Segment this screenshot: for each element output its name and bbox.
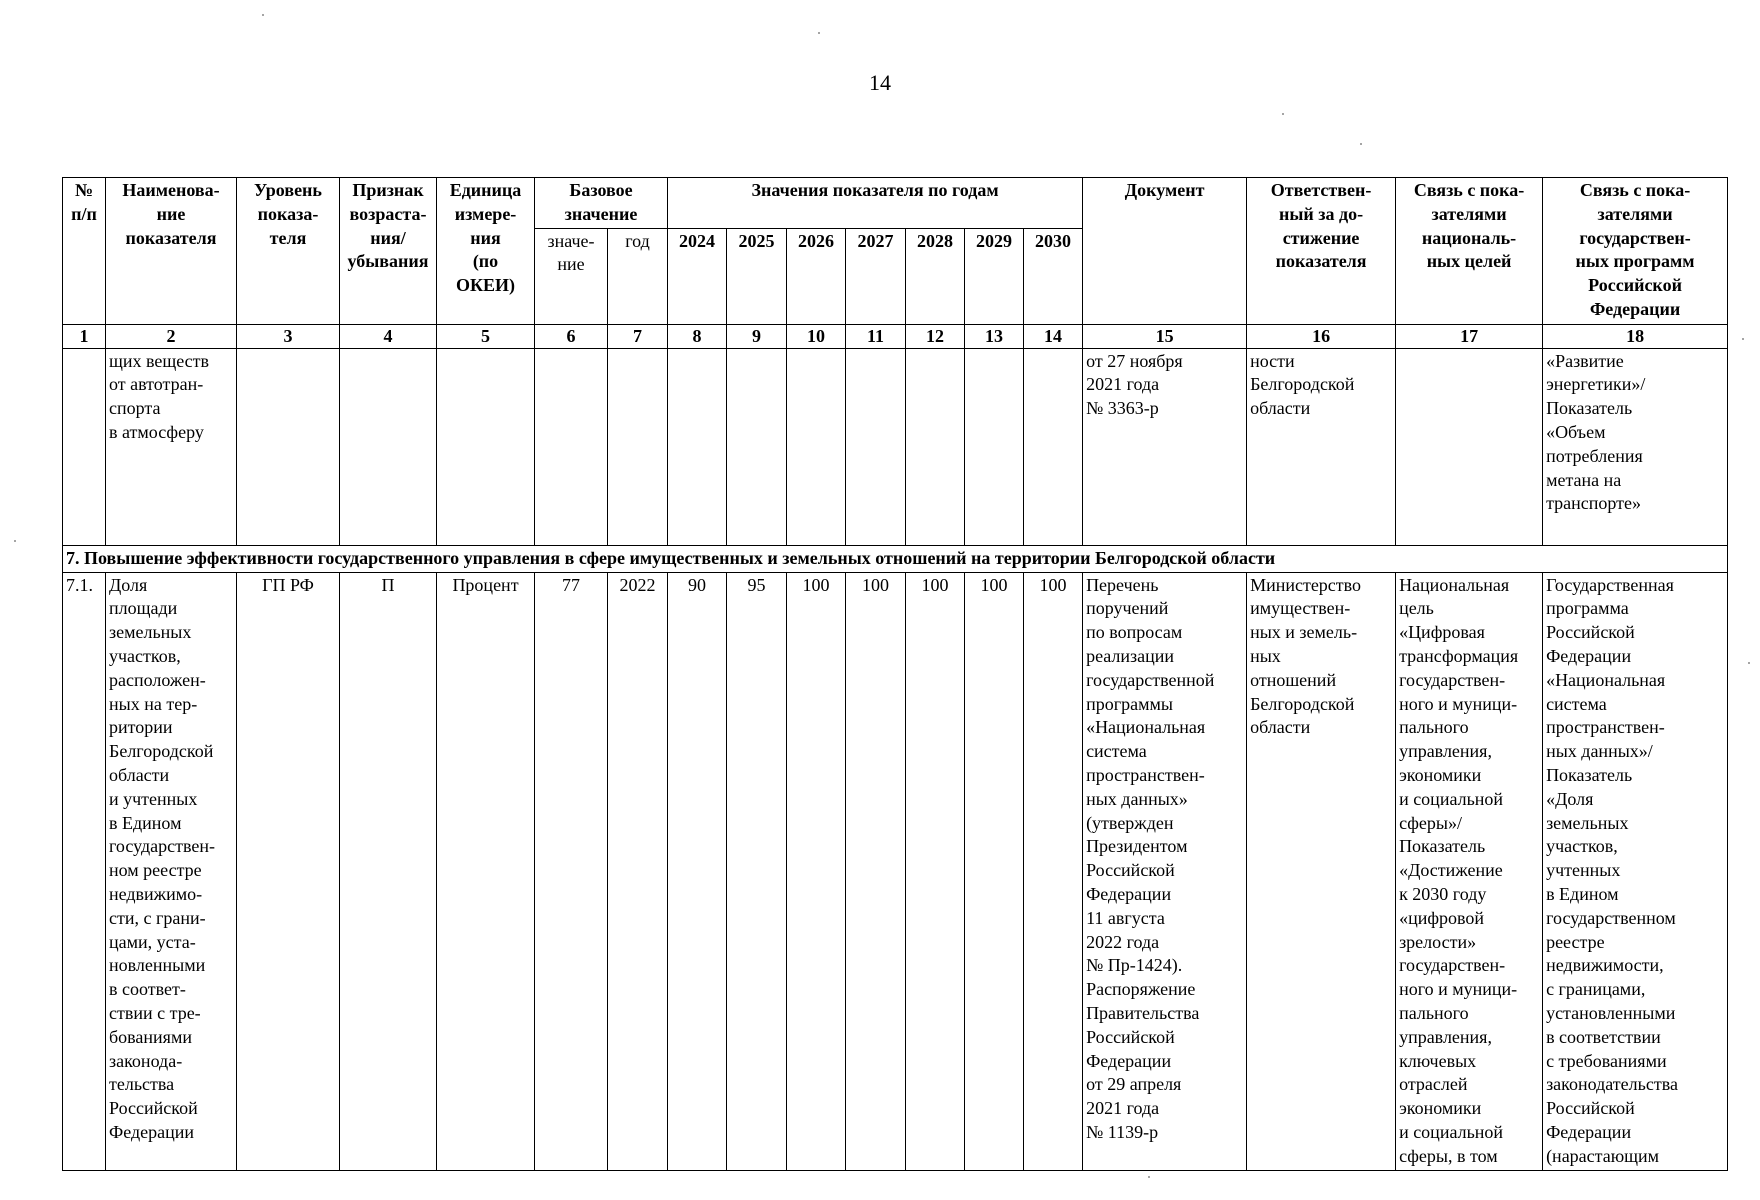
header-responsible: Ответствен- ный за до- стижение показателя bbox=[1247, 178, 1396, 325]
scan-speck bbox=[262, 14, 264, 16]
indicator-name-cell: Доля площади земельных участков, расположен- ных на тер- ритории Белгородской области и учтенных в Едином государствен- ном реестре недвижимо- сти, с грани- цами, уста- новленными в соответ- ствии с тре- бованиями законода- тельства Российской Федерации bbox=[106, 572, 237, 1170]
unit-cell: Процент bbox=[437, 572, 535, 1170]
value-2025-cell: 95 bbox=[727, 572, 787, 1170]
column-number: 17 bbox=[1396, 324, 1543, 348]
column-number: 13 bbox=[965, 324, 1024, 348]
base-value-cell: 77 bbox=[535, 572, 608, 1170]
gov-program-link-cell: «Развитие энергетики»/ Показатель «Объем потребления метана на транспорте» bbox=[1543, 348, 1728, 545]
header-national-goals-link: Связь с пока- зателями националь- ных целей bbox=[1396, 178, 1543, 325]
trend-sign-cell: П bbox=[340, 572, 437, 1170]
column-number: 18 bbox=[1543, 324, 1728, 348]
row-number-cell: 7.1. bbox=[63, 572, 106, 1170]
document-cell: Перечень поручений по вопросам реализации государственной программы «Национальная система пространствен- ных данных» (утвержден Президентом Российской Федерации 11 августа 2022 года № Пр-1424). Распоряжение Правительства Российской Федерации от 29 апреля 2021 года № 1139-р bbox=[1083, 572, 1247, 1170]
column-number: 4 bbox=[340, 324, 437, 348]
indicators-table bbox=[62, 177, 1728, 1171]
header-indicator-level: Уровень показа- теля bbox=[237, 178, 340, 325]
header-year-2024: 2024 bbox=[668, 228, 727, 324]
column-number: 6 bbox=[535, 324, 608, 348]
column-number: 2 bbox=[106, 324, 237, 348]
column-number: 10 bbox=[787, 324, 846, 348]
column-number: 5 bbox=[437, 324, 535, 348]
column-number: 3 bbox=[237, 324, 340, 348]
scan-speck bbox=[1748, 662, 1750, 664]
column-number: 12 bbox=[906, 324, 965, 348]
scan-speck bbox=[1282, 113, 1284, 115]
responsible-cell: ности Белгородской области bbox=[1247, 348, 1396, 545]
header-base-value: значе- ние bbox=[535, 228, 608, 324]
scan-speck bbox=[1360, 143, 1362, 145]
header-year-2028: 2028 bbox=[906, 228, 965, 324]
value-2029-cell: 100 bbox=[965, 572, 1024, 1170]
document-cell: от 27 ноября 2021 года № 3363-р bbox=[1083, 348, 1247, 545]
header-base-value-group: Базовое значение bbox=[535, 178, 668, 229]
header-years-group: Значения показателя по годам bbox=[668, 178, 1083, 229]
base-year-cell: 2022 bbox=[608, 572, 668, 1170]
scan-speck bbox=[14, 540, 16, 542]
page-number: 14 bbox=[869, 70, 891, 95]
header-year-2025: 2025 bbox=[727, 228, 787, 324]
table-row-continued bbox=[63, 348, 1728, 545]
header-year-2030: 2030 bbox=[1024, 228, 1083, 324]
value-2027-cell: 100 bbox=[846, 572, 906, 1170]
table-row-7-1 bbox=[63, 572, 1728, 1170]
header-number: № п/п bbox=[63, 178, 106, 325]
column-number: 8 bbox=[668, 324, 727, 348]
column-number: 9 bbox=[727, 324, 787, 348]
column-number: 11 bbox=[846, 324, 906, 348]
section-header-row bbox=[63, 545, 1728, 572]
value-2028-cell: 100 bbox=[906, 572, 965, 1170]
column-numbers-row bbox=[63, 324, 1728, 348]
header-unit: Единица измере- ния (по ОКЕИ) bbox=[437, 178, 535, 325]
header-indicator-name: Наименова- ние показателя bbox=[106, 178, 237, 325]
header-year-2026: 2026 bbox=[787, 228, 846, 324]
value-2026-cell: 100 bbox=[787, 572, 846, 1170]
scan-speck bbox=[1148, 1176, 1150, 1178]
column-number: 14 bbox=[1024, 324, 1083, 348]
value-2030-cell: 100 bbox=[1024, 572, 1083, 1170]
header-document: Документ bbox=[1083, 178, 1247, 325]
column-number: 7 bbox=[608, 324, 668, 348]
scan-speck bbox=[818, 32, 820, 34]
gov-program-link-cell: Государственная программа Российской Федерации «Национальная система пространствен- ных данных»/ Показатель «Доля земельных участков, учтенных в Едином государственном реестре недвижимости, с границами, установленными в соответствии с требованиями законодательства Российской Федерации (нарастающим bbox=[1543, 572, 1728, 1170]
header-year-2027: 2027 bbox=[846, 228, 906, 324]
scan-speck bbox=[1742, 338, 1744, 340]
indicator-level-cell: ГП РФ bbox=[237, 572, 340, 1170]
header-gov-programs-link: Связь с пока- зателями государствен- ных программ Российской Федерации bbox=[1543, 178, 1728, 325]
column-number: 16 bbox=[1247, 324, 1396, 348]
column-number: 15 bbox=[1083, 324, 1247, 348]
national-goal-link-cell: Национальная цель «Цифровая трансформация государствен- ного и муници- пального управления, экономики и социальной сферы»/ Показатель «Достижение к 2030 году «цифровой зрелости» государствен- ного и муници- пального управления, ключевых отраслей экономики и социальной сферы, в том bbox=[1396, 572, 1543, 1170]
header-base-year: год bbox=[608, 228, 668, 324]
section-title: 7. Повышение эффективности государственного управления в сфере имущественных и земельных отношений на территории Белгородской области bbox=[63, 545, 1728, 572]
header-year-2029: 2029 bbox=[965, 228, 1024, 324]
header-trend-sign: Признак возраста- ния/ убывания bbox=[340, 178, 437, 325]
value-2024-cell: 90 bbox=[668, 572, 727, 1170]
responsible-cell: Министерство имуществен- ных и земель- ных отношений Белгородской области bbox=[1247, 572, 1396, 1170]
column-number: 1 bbox=[63, 324, 106, 348]
indicator-name-cell: щих веществ от автотран- спорта в атмосферу bbox=[106, 348, 237, 545]
